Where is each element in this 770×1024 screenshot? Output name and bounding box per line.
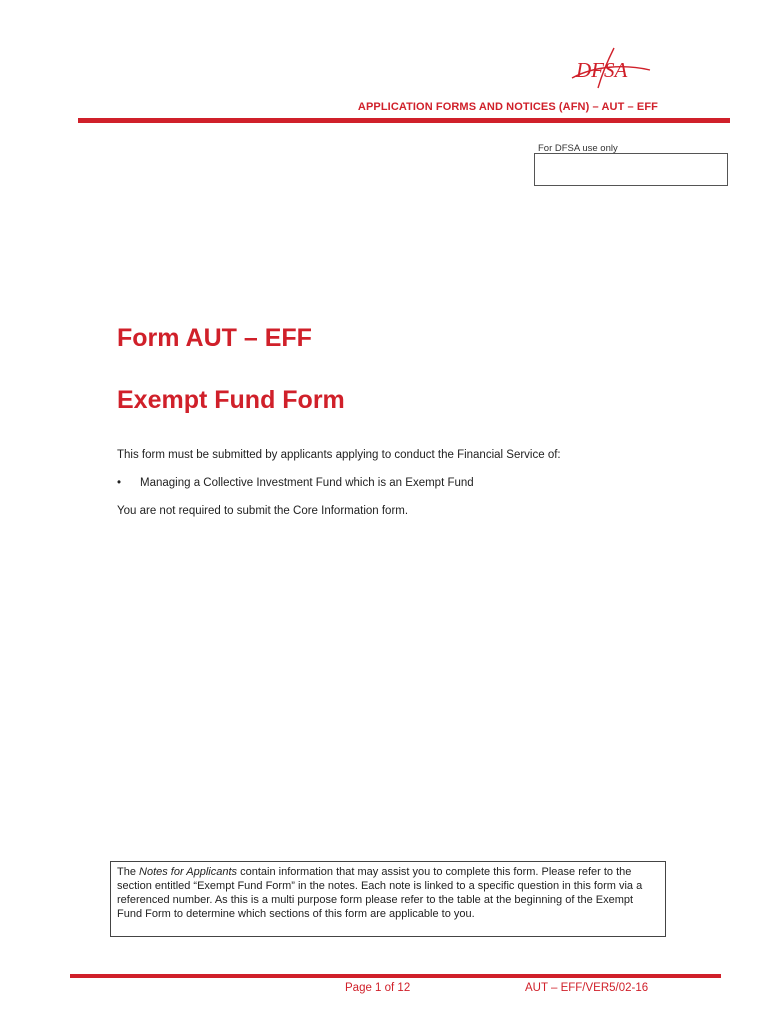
list-item <box>117 477 474 489</box>
office-use-box[interactable] <box>534 153 728 186</box>
core-info-note: You are not required to submit the Core Information form. <box>117 505 409 517</box>
header-divider <box>78 118 730 123</box>
document-reference: AUT – EFF/VER5/02-16 <box>525 982 649 994</box>
notes-emphasis: Notes for Applicants <box>139 866 238 878</box>
footer-divider <box>70 974 721 978</box>
header-title: APPLICATION FORMS AND NOTICES (AFN) – AUT – EFF <box>357 101 658 113</box>
dfsa-logo-text: DFSA <box>576 58 628 82</box>
notes-prefix: The <box>117 866 140 878</box>
dfsa-logo <box>568 44 652 90</box>
form-subtitle: Exempt Fund Form <box>117 386 345 414</box>
intro-paragraph: This form must be submitted by applicants applying to conduct the Financial Service of: <box>117 449 561 461</box>
notes-text: contain information that may assist you to complete this form. Please refer to the section entitled “Exempt Fund Form” in the notes. Each note is linked to a specific question in this form via a referenced number. As this is a multi purpose form please refer to the table at the beginning of the Exempt Fund Form to determine which sections of this form are applicable to you. <box>117 866 643 920</box>
page-number: Page 1 of 12 <box>345 982 411 994</box>
list-item-text: Managing a Collective Investment Fund which is an Exempt Fund <box>140 477 474 489</box>
bullet-icon: • <box>117 477 122 489</box>
notes-for-applicants-box <box>110 861 666 937</box>
form-title: Form AUT – EFF <box>117 324 312 352</box>
office-use-label: For DFSA use only <box>538 143 618 154</box>
